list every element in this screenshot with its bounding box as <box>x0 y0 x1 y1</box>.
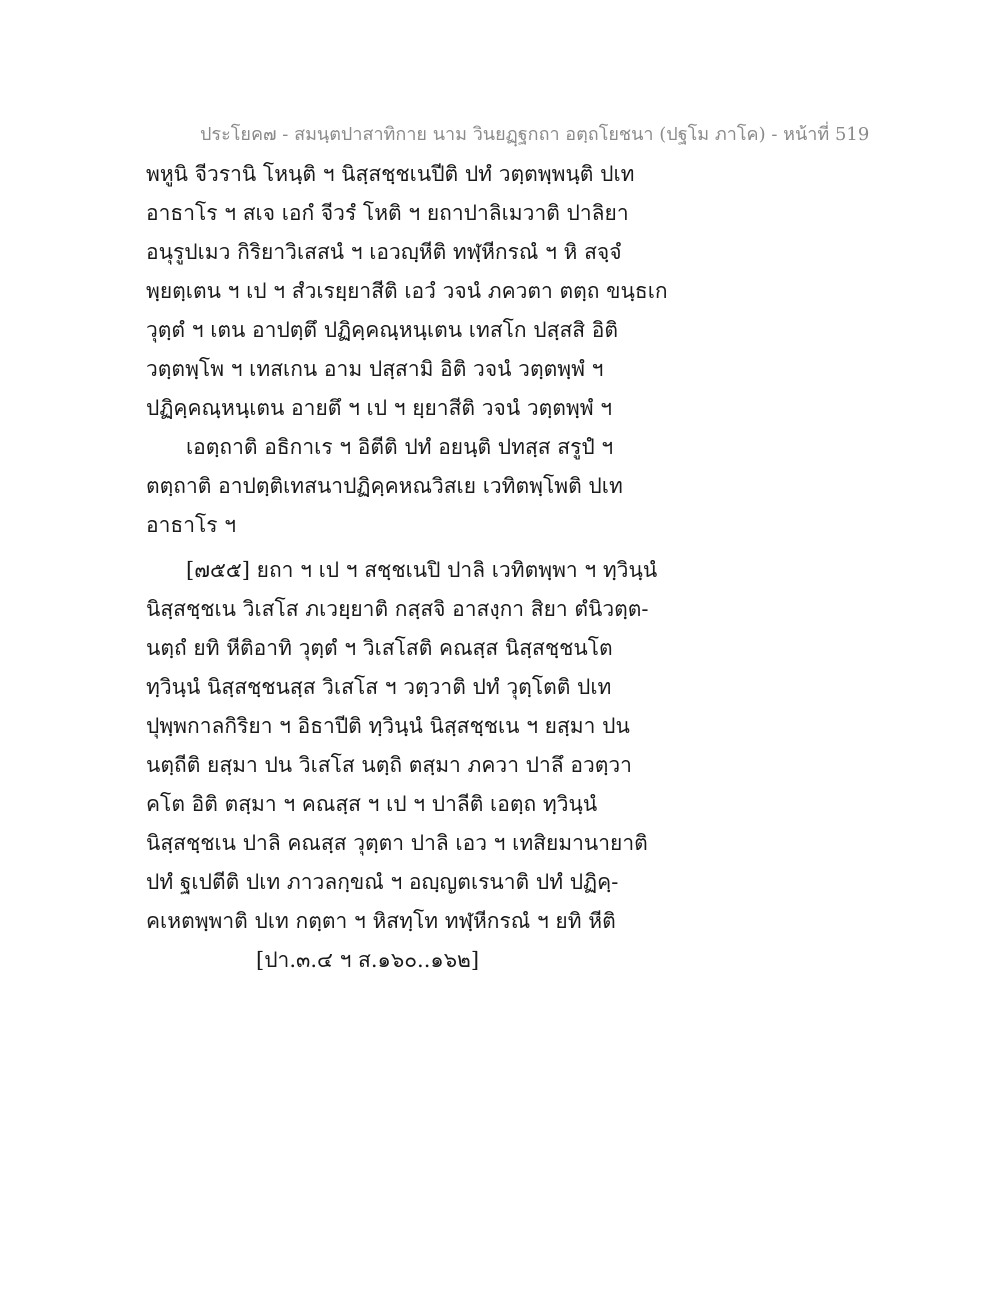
body-text <box>146 156 668 981</box>
text-line: ปุพฺพกาลกิริยา ฯ อิธาปีติ ทฺวินฺนํ นิสฺสชฺชเน ฯ ยสฺมา ปน <box>146 714 630 738</box>
text-line: นิสฺสชฺชเน ปาลิ คณสฺส วุตฺตา ปาลิ เอว ฯ เทสิยมานายาติ <box>146 831 648 855</box>
text-line: นิสฺสชฺชเน วิเสโส ภเวยฺยาติ กสฺสจิ อาสงฺกา สิยา ตํนิวตฺต- <box>146 597 649 621</box>
text-line: พฺยตฺเตน ฯ เป ฯ สํวเรยฺยาสีติ เอวํ วจนํ ภควตา ตตฺถ ขนฺธเก <box>146 279 668 303</box>
paragraph-2 <box>146 429 626 546</box>
text-line: อาธาโร ฯ สเจ เอกํ จีวรํ โหติ ฯ ยถาปาลิเมวาติ ปาลิยา <box>146 201 629 225</box>
text-line: นตฺถํ ยทิ หีติอาทิ วุตฺตํ ฯ วิเสโสติ คณสฺส นิสฺสชฺชนโต <box>146 636 613 660</box>
text-line: พหูนิ จีวรานิ โหนฺติ ฯ นิสฺสชฺชเนปีติ ปทํ วตฺตพฺพนฺติ ปเท <box>146 162 635 186</box>
text-line: อาธาโร ฯ <box>146 513 237 537</box>
text-line: เอตฺถาติ อธิกาเร ฯ อิตีติ ปทํ อยนฺติ ปทสฺส สรูปํ ฯ <box>186 435 614 459</box>
text-line: [๗๕๕] ยถา ฯ เป ฯ สชฺชเนปิ ปาลิ เวทิตพฺพา ฯ ทฺวินฺนํ <box>186 558 658 582</box>
source-reference: [ปา.๓.๔ ฯ ส.๑๖๐..๑๖๒] <box>256 948 480 972</box>
paragraph-3 <box>146 552 658 942</box>
text-line: อนุรูปเมว กิริยาวิเสสนํ ฯ เอวญฺหีติ ทฬฺหีกรณํ ฯ หิ สจฺจํ <box>146 240 622 264</box>
text-line: คโต อิติ ตสฺมา ฯ คณสฺส ฯ เป ฯ ปาลีติ เอตฺถ ทฺวินฺนํ <box>146 792 598 816</box>
text-line: ปทํ ฐเปตีติ ปเท ภาวลกฺขณํ ฯ อญฺญตเรนาติ ปทํ ปฏิคฺ- <box>146 870 619 894</box>
text-line: นตฺถีติ ยสฺมา ปน วิเสโส นตฺถิ ตสฺมา ภควา ปาลึ อวตฺวา <box>146 753 632 777</box>
text-line: คเหตพฺพาติ ปเท กตฺตา ฯ หิสทฺโท ทฬฺหีกรณํ ฯ ยทิ หีติ <box>146 909 616 933</box>
text-line: วุตฺตํ ฯ เตน อาปตฺตึ ปฏิคฺคณฺหนฺเตน เทสโก ปสฺสสิ อิติ <box>146 318 619 342</box>
text-line: ตตฺถาติ อาปตฺติเทสนาปฏิคฺคหณวิสเย เวทิตพฺโพติ ปเท <box>146 474 623 498</box>
text-line: ปฏิคฺคณฺหนฺเตน อายตึ ฯ เป ฯ ยฺยาสีติ วจนํ วตฺตพฺพํ ฯ <box>146 396 613 420</box>
text-line: วตฺตพฺโพ ฯ เทสเกน อาม ปสฺสามิ อิติ วจนํ วตฺตพฺพํ ฯ <box>146 357 604 381</box>
running-header: ประโยค๗ - สมนฺตปาสาทิกาย นาม วินยฏฺฐกถา อตฺถโยชนา (ปฐโม ภาโค) - หน้าที่ 519 <box>200 124 870 145</box>
paragraph-1 <box>146 156 668 429</box>
text-line: ทฺวินฺนํ นิสฺสชฺชนสฺส วิเสโส ฯ วตฺวาติ ปทํ วุตฺโตติ ปเท <box>146 675 612 699</box>
